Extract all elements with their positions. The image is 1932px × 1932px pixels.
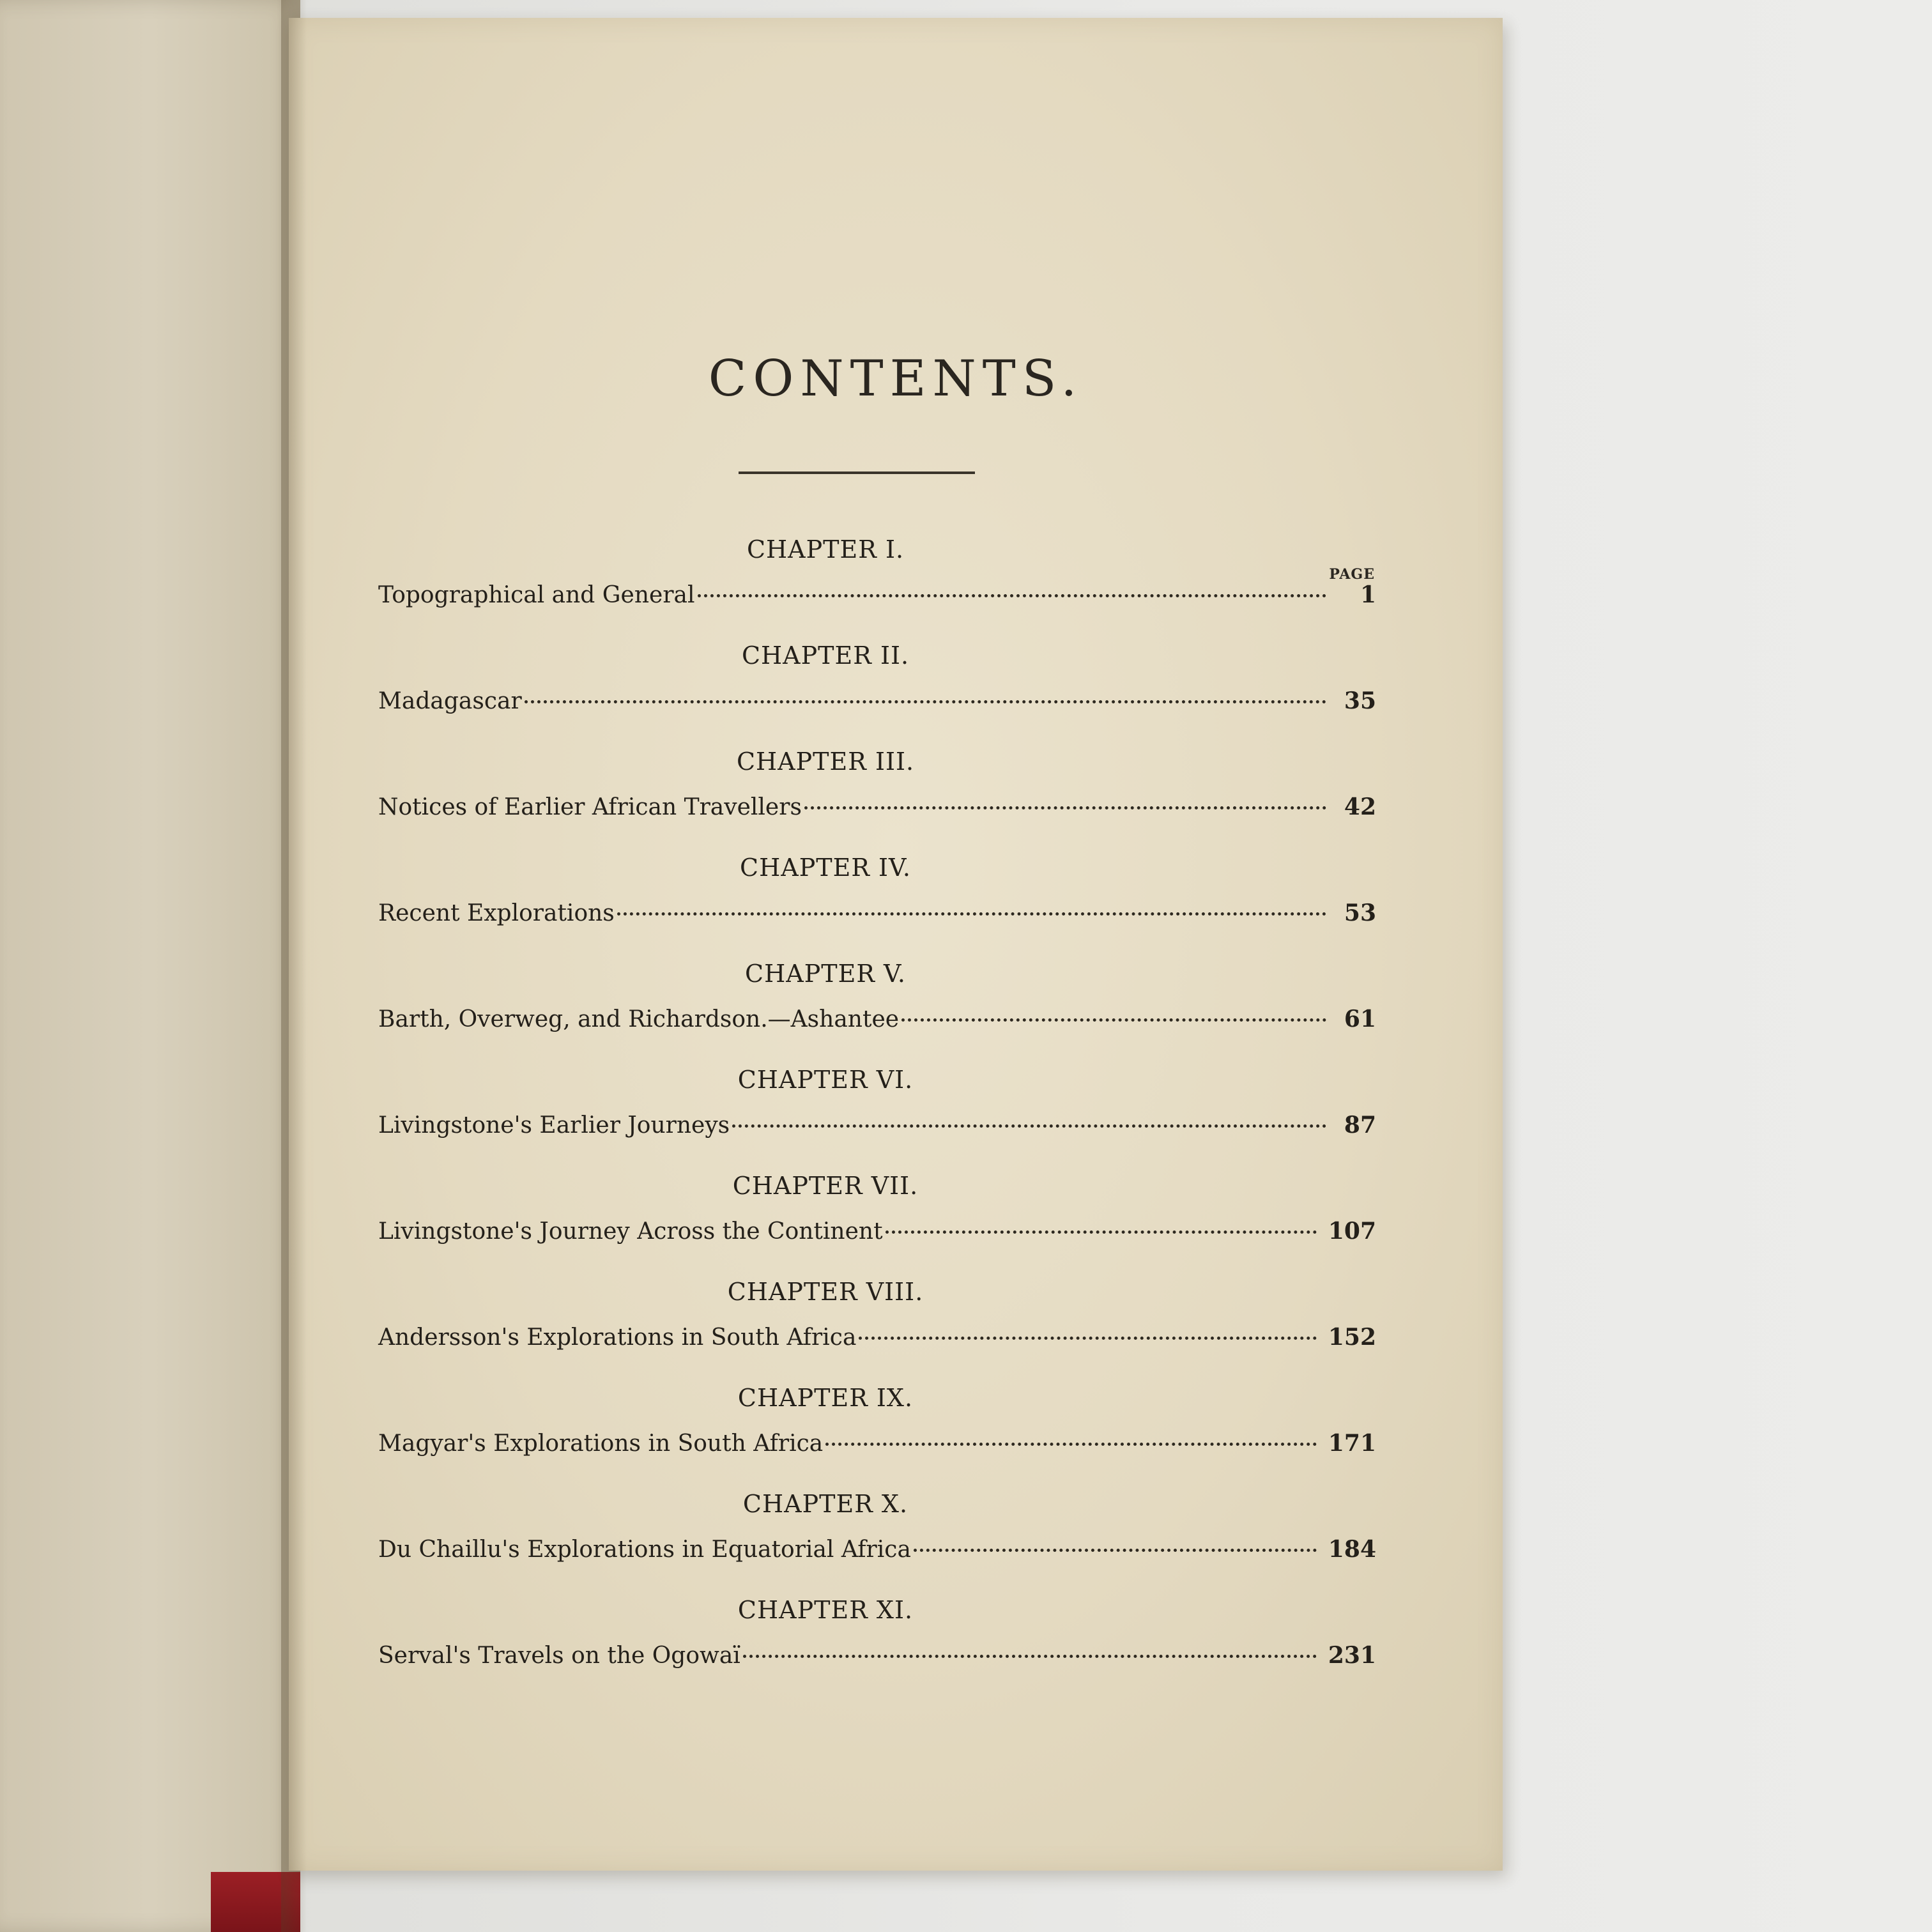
toc-entry [378, 953, 1376, 1059]
page-number: 231 [1328, 1642, 1376, 1669]
toc-line [378, 687, 1376, 714]
page-number: 184 [1328, 1536, 1376, 1563]
table-of-contents [378, 529, 1376, 1696]
dot-leader [698, 594, 1326, 597]
dot-leader [901, 1018, 1326, 1022]
chapter-heading: CHAPTER IV. [740, 854, 911, 882]
chapter-title: Notices of Earlier African Travellers [378, 794, 802, 820]
page-number: 42 [1344, 793, 1376, 820]
page-title: CONTENTS. [708, 350, 1084, 408]
page-number: 87 [1344, 1112, 1376, 1138]
toc-line [378, 581, 1376, 608]
chapter-heading: CHAPTER V. [745, 960, 906, 988]
toc-entry [378, 529, 1376, 635]
page-number: 107 [1328, 1218, 1376, 1245]
chapter-title: Topographical and General [378, 582, 695, 608]
dot-leader [825, 1443, 1317, 1446]
chapter-title: Andersson's Explorations in South Africa [378, 1324, 857, 1351]
chapter-title: Du Chaillu's Explorations in Equatorial Africa [378, 1537, 911, 1563]
chapter-heading: CHAPTER III. [736, 747, 915, 776]
chapter-title: Madagascar [378, 688, 522, 714]
chapter-heading: CHAPTER VI. [737, 1066, 914, 1094]
chapter-title: Barth, Overweg, and Richardson.—Ashantee [378, 1006, 900, 1032]
toc-entry [378, 741, 1376, 847]
toc-line [378, 1536, 1376, 1563]
chapter-heading: CHAPTER I. [746, 535, 905, 564]
chapter-title: Serval's Travels on the Ogowaï [378, 1643, 740, 1669]
dot-leader [525, 700, 1326, 703]
toc-entry [378, 1483, 1376, 1590]
dot-leader [804, 806, 1326, 809]
dot-leader [885, 1230, 1317, 1234]
toc-line [378, 900, 1376, 926]
page-number: 61 [1344, 1006, 1376, 1032]
chapter-heading: CHAPTER II. [741, 641, 910, 670]
toc-entry [378, 1059, 1376, 1165]
dot-leader [859, 1337, 1316, 1340]
toc-entry [378, 1271, 1376, 1377]
dot-leader [617, 912, 1326, 916]
toc-entry [378, 1590, 1376, 1696]
chapter-heading: CHAPTER VII. [732, 1172, 919, 1200]
page-column-label: PAGE [1329, 566, 1375, 583]
page-number: 171 [1328, 1430, 1376, 1457]
chapter-title: Recent Explorations [378, 900, 615, 926]
toc-line [378, 1006, 1376, 1032]
toc-line [378, 1218, 1376, 1245]
book-gutter-shadow [281, 0, 307, 1932]
dot-leader [732, 1124, 1326, 1128]
chapter-title: Magyar's Explorations in South Africa [378, 1430, 824, 1457]
toc-line [378, 1430, 1376, 1457]
toc-line [378, 1642, 1376, 1669]
chapter-title: Livingstone's Earlier Journeys [378, 1112, 730, 1138]
page-number: 35 [1344, 687, 1376, 714]
toc-line [378, 1112, 1376, 1138]
chapter-heading: CHAPTER VIII. [727, 1278, 924, 1306]
dot-leader [914, 1549, 1317, 1552]
chapter-heading: CHAPTER IX. [737, 1384, 914, 1412]
page-number: 1 [1360, 581, 1376, 608]
contents-page [289, 18, 1503, 1871]
toc-entry [378, 1165, 1376, 1271]
toc-entry [378, 847, 1376, 953]
dot-leader [743, 1655, 1317, 1658]
chapter-title: Livingstone's Journey Across the Continent [378, 1218, 883, 1245]
chapter-heading: CHAPTER X. [742, 1490, 908, 1518]
page-number: 53 [1344, 900, 1376, 926]
title-rule [739, 471, 975, 474]
chapter-heading: CHAPTER XI. [737, 1596, 914, 1624]
toc-entry [378, 1377, 1376, 1483]
toc-line [378, 793, 1376, 820]
toc-line [378, 1324, 1376, 1351]
page-number: 152 [1328, 1324, 1376, 1351]
left-facing-page [0, 0, 300, 1932]
toc-entry [378, 635, 1376, 741]
